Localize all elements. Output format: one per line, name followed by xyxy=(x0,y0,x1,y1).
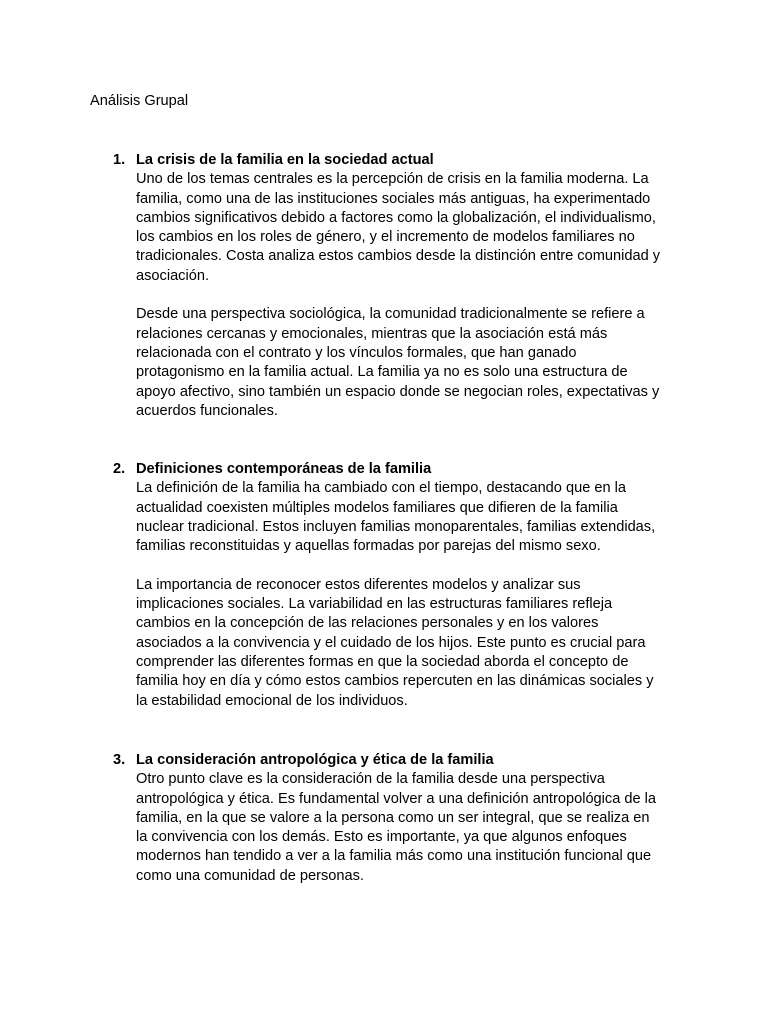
text-line: implicaciones sociales. La variabilidad en las estructuras familiares refleja xyxy=(136,596,613,613)
text-line: cambios en la concepción de las relaciones personales y en los valores xyxy=(136,615,599,632)
text-line: La definición de la familia ha cambiado con el tiempo, destacando que en la xyxy=(136,480,627,497)
text-line: nuclear tradicional. Estos incluyen familias monoparentales, familias extendidas, xyxy=(136,518,656,535)
section-body xyxy=(136,479,686,711)
paragraph xyxy=(136,479,686,556)
text-line: tradicionales. Costa analiza estos cambios desde la distinción entre comunidad y xyxy=(136,248,661,265)
text-line: comprender las diferentes formas en que la sociedad aborda el concepto de xyxy=(136,653,629,670)
text-line: familia, como una de las instituciones sociales más antiguas, ha experimentado xyxy=(136,190,651,207)
section-number: 3. xyxy=(113,752,126,768)
section-heading: Definiciones contemporáneas de la familia xyxy=(136,461,432,477)
paragraph xyxy=(136,305,686,421)
text-line: modernos han tendido a ver a la familia más como una institución funcional que xyxy=(136,848,652,865)
section-heading: La consideración antropológica y ética de la familia xyxy=(136,752,494,768)
section-number: 1. xyxy=(113,152,126,168)
text-line: la estabilidad emocional de los individuos. xyxy=(136,692,408,709)
section-number: 2. xyxy=(113,461,126,477)
text-line: Otro punto clave es la consideración de la familia desde una perspectiva xyxy=(136,771,605,788)
text-line: asociados a la convivencia y el cuidado de los hijos. Este punto es crucial para xyxy=(136,634,646,651)
text-line: La importancia de reconocer estos diferentes modelos y analizar sus xyxy=(136,576,581,593)
text-line: protagonismo en la familia actual. La familia ya no es solo una estructura de xyxy=(136,364,628,381)
text-line: familia, en la que se valore a la persona como un ser integral, que se realiza en xyxy=(136,809,650,826)
paragraph xyxy=(136,770,686,886)
section-body xyxy=(136,770,686,886)
paragraph xyxy=(136,170,686,286)
text-line: familias reconstituidas y aquellas formadas por parejas del mismo sexo. xyxy=(136,538,601,555)
text-line: asociación. xyxy=(136,267,210,284)
text-line: apoyo afectivo, sino también un espacio donde se negocian roles, expectativas y xyxy=(136,383,660,400)
document-title: Análisis Grupal xyxy=(90,93,189,109)
text-line: actualidad coexisten múltiples modelos familiares que difieren de la familia xyxy=(136,499,618,516)
text-line: familia hoy en día y cómo estos cambios repercuten en las dinámicas sociales y xyxy=(136,673,654,690)
text-line: los cambios en los roles de género, y el incremento de modelos familiares no xyxy=(136,229,635,246)
text-line: relaciones cercanas y emocionales, mientras que la asociación está más xyxy=(136,325,608,342)
text-line: acuerdos funcionales. xyxy=(136,402,278,419)
text-line: Uno de los temas centrales es la percepción de crisis en la familia moderna. La xyxy=(136,171,649,188)
text-line: antropológica y ética. Es fundamental volver a una definición antropológica de la xyxy=(136,790,657,807)
text-line: la convivencia con los demás. Esto es importante, ya que algunos enfoques xyxy=(136,829,627,846)
paragraph xyxy=(136,576,686,711)
text-line: relacionada con el contrato y los vínculos formales, que han ganado xyxy=(136,344,577,361)
section-body xyxy=(136,170,686,421)
text-line: Desde una perspectiva sociológica, la comunidad tradicionalmente se refiere a xyxy=(136,306,645,323)
section-heading: La crisis de la familia en la sociedad actual xyxy=(136,152,434,168)
text-line: como una comunidad de personas. xyxy=(136,867,364,884)
text-line: cambios significativos debido a factores como la globalización, el individualismo, xyxy=(136,209,656,226)
